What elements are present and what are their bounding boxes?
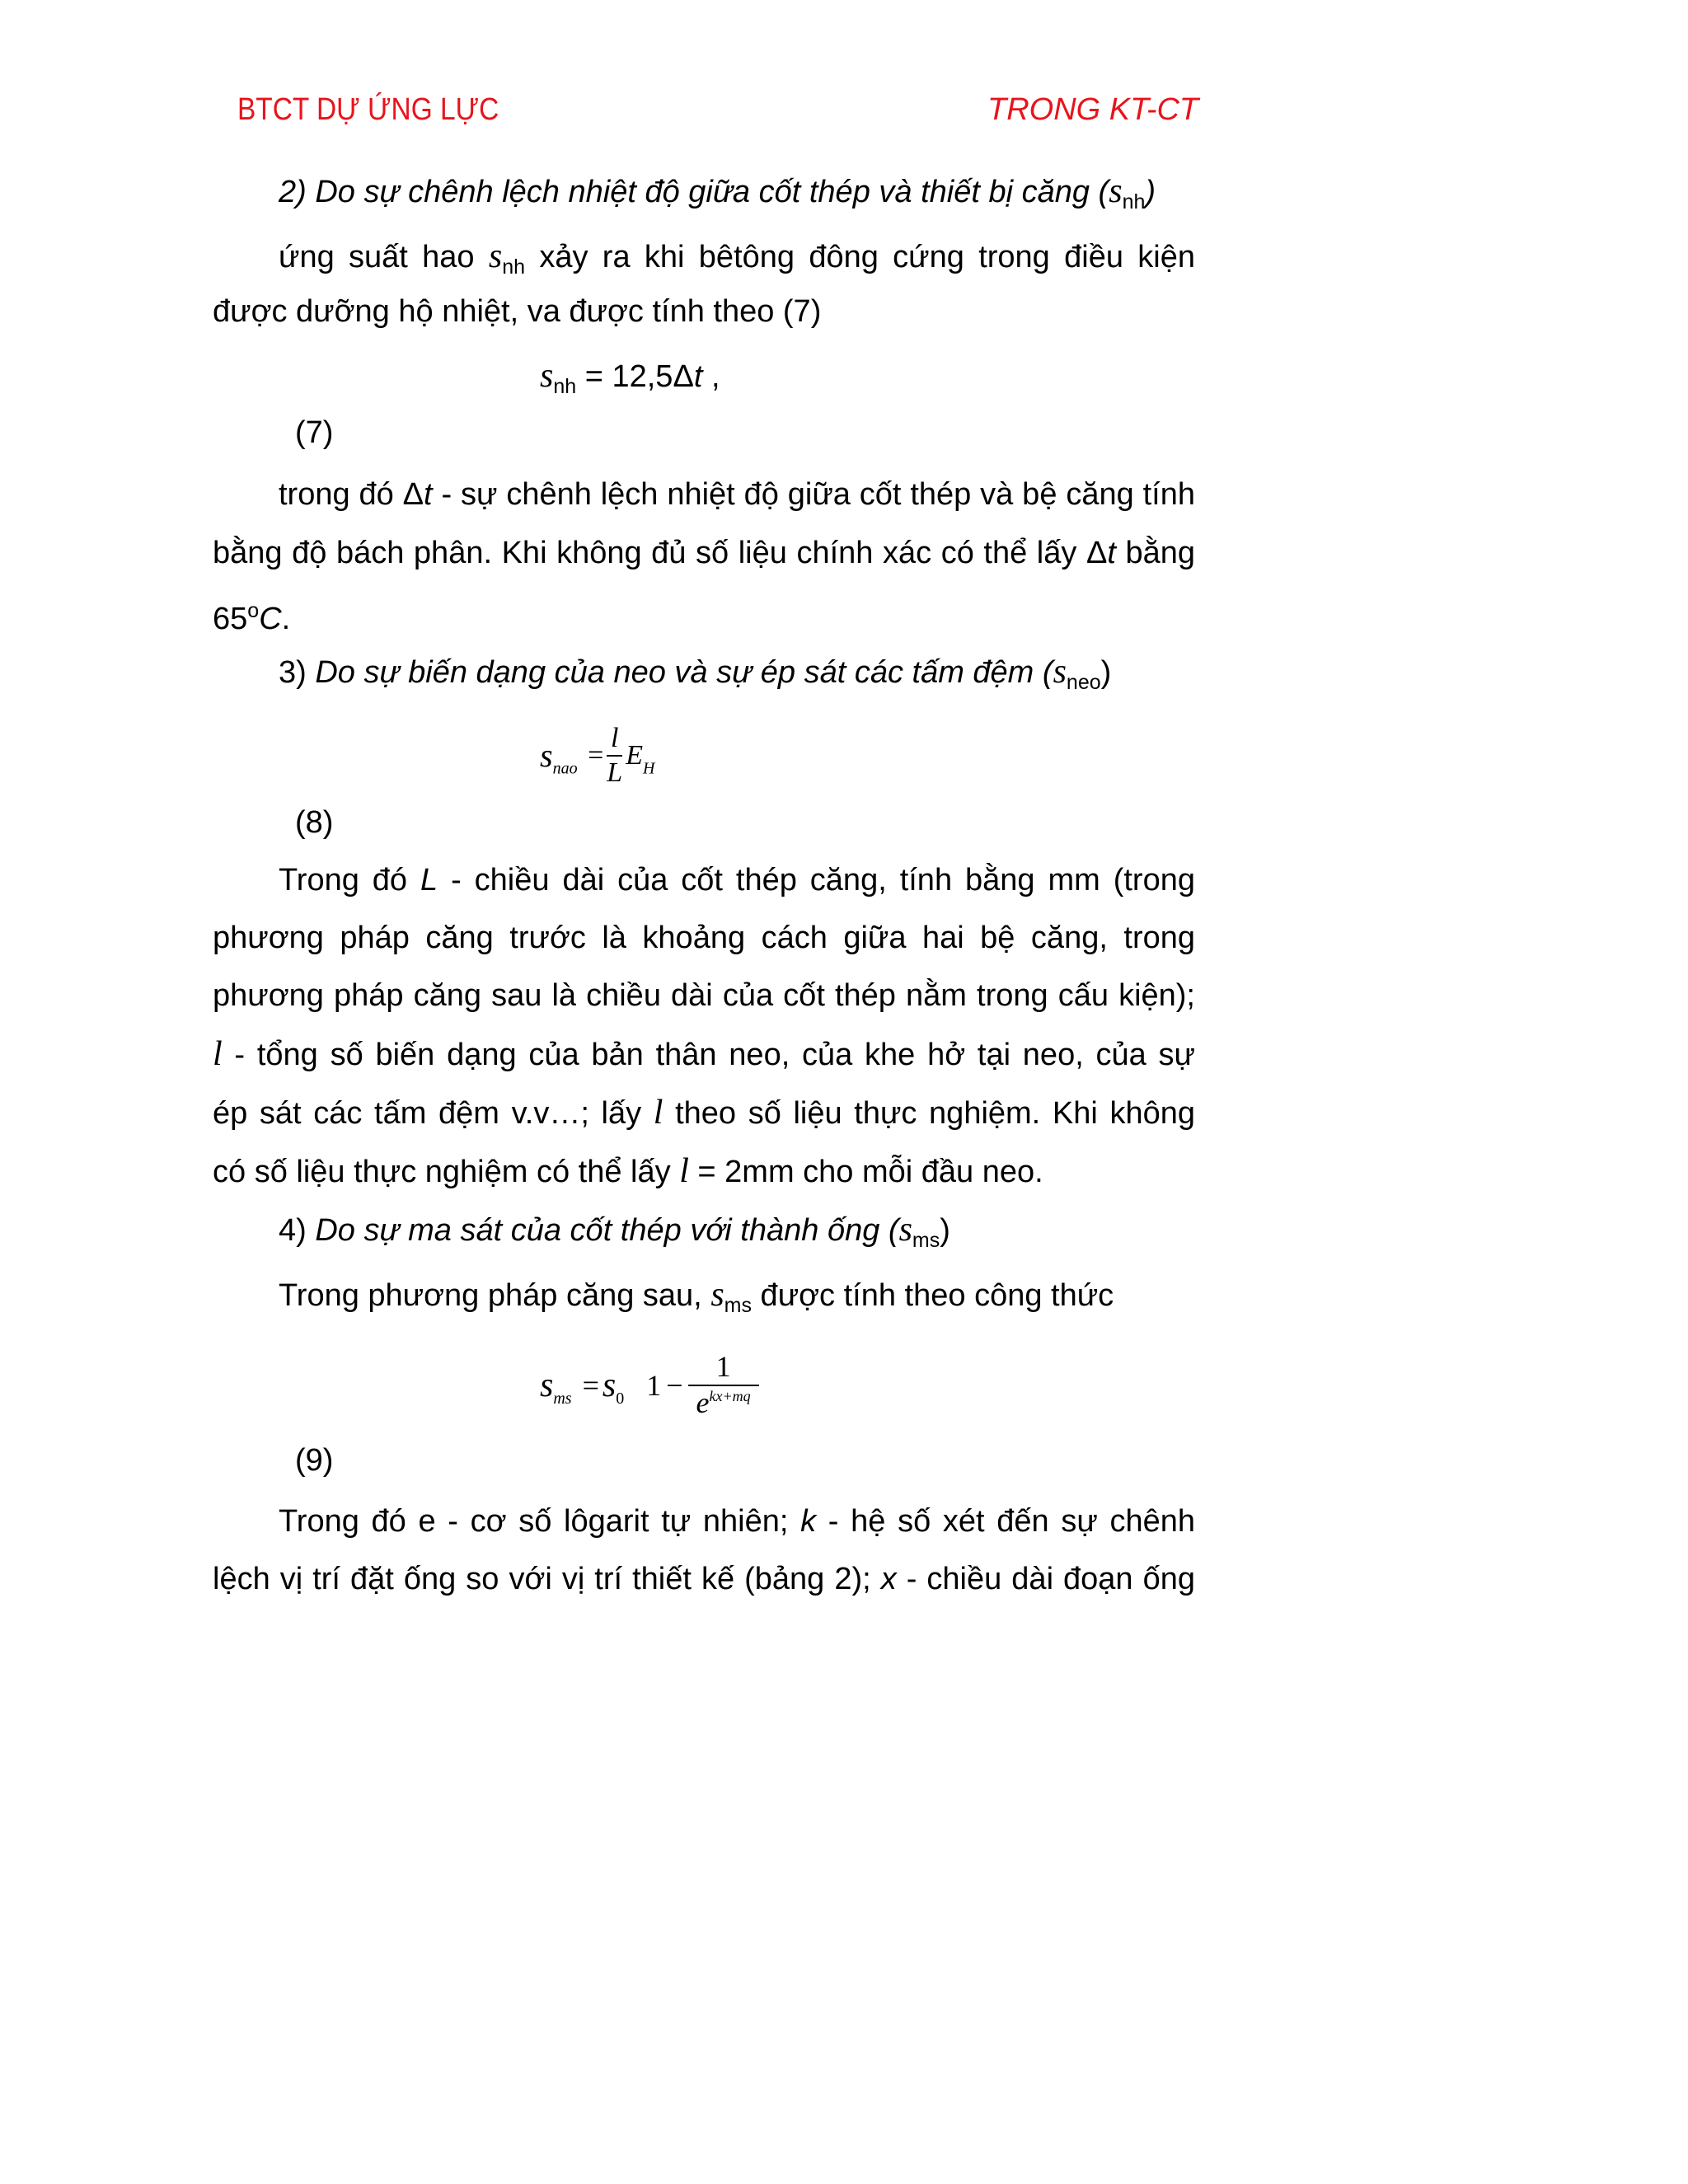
text-span: . (281, 602, 291, 636)
equals-sign: = (588, 739, 604, 771)
sigma-subscript: nao (552, 759, 578, 778)
text-span: - sự chênh lệch nhiệt độ giữa cốt thép và bệ căng tính (432, 477, 1195, 512)
sigma-symbol: s (1053, 653, 1067, 691)
variable-t: t (693, 359, 703, 394)
section-3-paragraph-line-1 (279, 860, 1195, 901)
header-title-right: TRONG KT-CT (987, 92, 1199, 127)
text-span: ép sát các tấm đệm v.v…; lấy (213, 1096, 654, 1131)
formula-8 (540, 724, 654, 787)
fraction-denominator (688, 1385, 759, 1419)
section-number: 4) (279, 1213, 316, 1248)
text-span: được tính theo công thức (752, 1278, 1114, 1313)
equation-number-9: (9) (295, 1443, 334, 1478)
section-2-paragraph-line-2: được dưỡng hộ nhiệt, va được tính theo (7) (213, 294, 822, 329)
section-3-paragraph-line-2: phương pháp căng trước là khoảng cách giữa hai bệ căng, trong (213, 921, 1195, 955)
text-span: có số liệu thực nghiệm có thể lấy (213, 1155, 680, 1189)
section-2-heading (279, 171, 1156, 223)
sigma-symbol: s (1109, 172, 1123, 210)
text-span: Trong đó (279, 863, 420, 898)
section-3-paragraph-line-4 (213, 1033, 1195, 1076)
text-span: bằng độ bách phân. Khi không đủ số liệu chính xác có thể lấy Δ (213, 536, 1108, 570)
section-3-heading (279, 651, 1111, 703)
sigma-subscript: nh (502, 255, 526, 279)
section-2-heading-text: 2) Do sự chênh lệch nhiệt độ giữa cốt thép và thiết bị căng ( (279, 175, 1109, 209)
fraction-bar (607, 755, 622, 757)
variable-L: L (420, 863, 438, 898)
text-span: Trong phương pháp căng sau, (279, 1278, 711, 1313)
text-span: Trong đó e - cơ số lôgarit tự nhiên; (279, 1504, 801, 1539)
text-span: - chiều dài của cốt thép căng, tính bằng mm (trong (438, 863, 1195, 898)
euler-e: e (696, 1385, 710, 1419)
text-span: - hệ số xét đến sự chênh (816, 1504, 1196, 1539)
section-3-paragraph-line-5 (213, 1092, 1195, 1134)
section-2-paragraph-line-1 (279, 236, 1195, 288)
variable-t: t (424, 477, 433, 512)
variable-l: l (653, 1094, 663, 1132)
variable-l: l (213, 1035, 223, 1073)
modulus-subscript: H (642, 759, 655, 778)
text-span: xảy ra khi bêtông đông cứng trong điều kiện (525, 240, 1195, 274)
exponent: kx+mq (709, 1387, 751, 1404)
sigma-zero-symbol: s (602, 1366, 617, 1404)
equals-sign: = (582, 1368, 599, 1402)
sigma-symbol: s (488, 237, 503, 275)
sigma-subscript: nh (1122, 190, 1146, 213)
sigma-subscript: nh (553, 375, 577, 398)
sigma-symbol: s (540, 1366, 554, 1404)
section-2-paragraph-2-line-3 (213, 590, 290, 640)
sigma-symbol: s (898, 1211, 912, 1249)
degree-superscript: o (247, 599, 260, 622)
text-span: bằng (1115, 536, 1196, 570)
section-4-heading (279, 1209, 950, 1261)
text-span: ứng suất hao (279, 240, 489, 274)
section-4-paragraph-2-line-2 (213, 1558, 1195, 1600)
equation-number-8: (8) (295, 805, 334, 840)
section-3-paragraph-line-6 (213, 1151, 1043, 1193)
header-title-left: BTCT DỰ ỨNG LỰC (237, 92, 499, 127)
fraction-denominator: L (607, 757, 623, 788)
text-span: = 12,5Δ (576, 359, 694, 394)
variable-l: l (679, 1152, 689, 1190)
section-4-paragraph-line-1 (279, 1274, 1114, 1326)
one: 1 (646, 1368, 662, 1402)
celsius-unit: C (259, 602, 282, 636)
modulus-E: E (626, 739, 643, 771)
section-4-paragraph-2-line-1 (279, 1501, 1195, 1542)
fraction-numerator: l (611, 723, 619, 753)
text-span: 65 (213, 602, 248, 636)
equation-number-7: (7) (295, 415, 334, 450)
section-number: 3) (279, 655, 316, 690)
section-2-paragraph-2-line-2 (213, 532, 1195, 574)
paren-close: ) (1145, 175, 1156, 209)
fraction-one-over-exp (688, 1352, 759, 1419)
text-span: - chiều dài đoạn ống (896, 1562, 1195, 1596)
text-span: , (702, 359, 720, 394)
paren-close: ) (1100, 655, 1112, 690)
sigma-zero-subscript: 0 (616, 1390, 625, 1408)
section-3-paragraph-line-3: phương pháp căng sau là chiều dài của cốt thép nằm trong cấu kiện); (213, 978, 1195, 1013)
section-3-heading-text: Do sự biến dạng của neo và sự ép sát các tấm đệm ( (315, 655, 1053, 690)
minus-sign: − (666, 1368, 683, 1402)
sigma-subscript: neo (1066, 671, 1101, 694)
text-span: = 2mm cho mỗi đầu neo. (688, 1155, 1043, 1189)
variable-t: t (1107, 536, 1116, 570)
formula-9 (540, 1352, 759, 1419)
sigma-symbol: s (540, 737, 553, 775)
text-span: lệch vị trí đặt ống so với vị trí thiết kế (bảng 2); (213, 1562, 881, 1596)
text-span: - tổng số biến dạng của bản thân neo, của khe hở tại neo, của sự (222, 1038, 1195, 1072)
variable-k: k (800, 1504, 817, 1539)
sigma-symbol: s (710, 1276, 724, 1314)
sigma-subscript: ms (553, 1390, 572, 1408)
sigma-subscript: ms (912, 1229, 940, 1252)
fraction-numerator: 1 (715, 1350, 731, 1383)
section-2-paragraph-2-line-1 (279, 474, 1195, 515)
paren-close: ) (940, 1213, 950, 1248)
section-4-heading-text: Do sự ma sát của cốt thép với thành ống ( (315, 1213, 899, 1248)
variable-x: x (880, 1562, 897, 1596)
text-span: trong đó Δ (279, 477, 424, 512)
sigma-subscript: ms (724, 1294, 752, 1317)
text-span: theo số liệu thực nghiệm. Khi không (663, 1096, 1195, 1131)
fraction-l-over-L (607, 724, 622, 787)
sigma-symbol: s (540, 357, 554, 395)
formula-7 (540, 355, 720, 407)
